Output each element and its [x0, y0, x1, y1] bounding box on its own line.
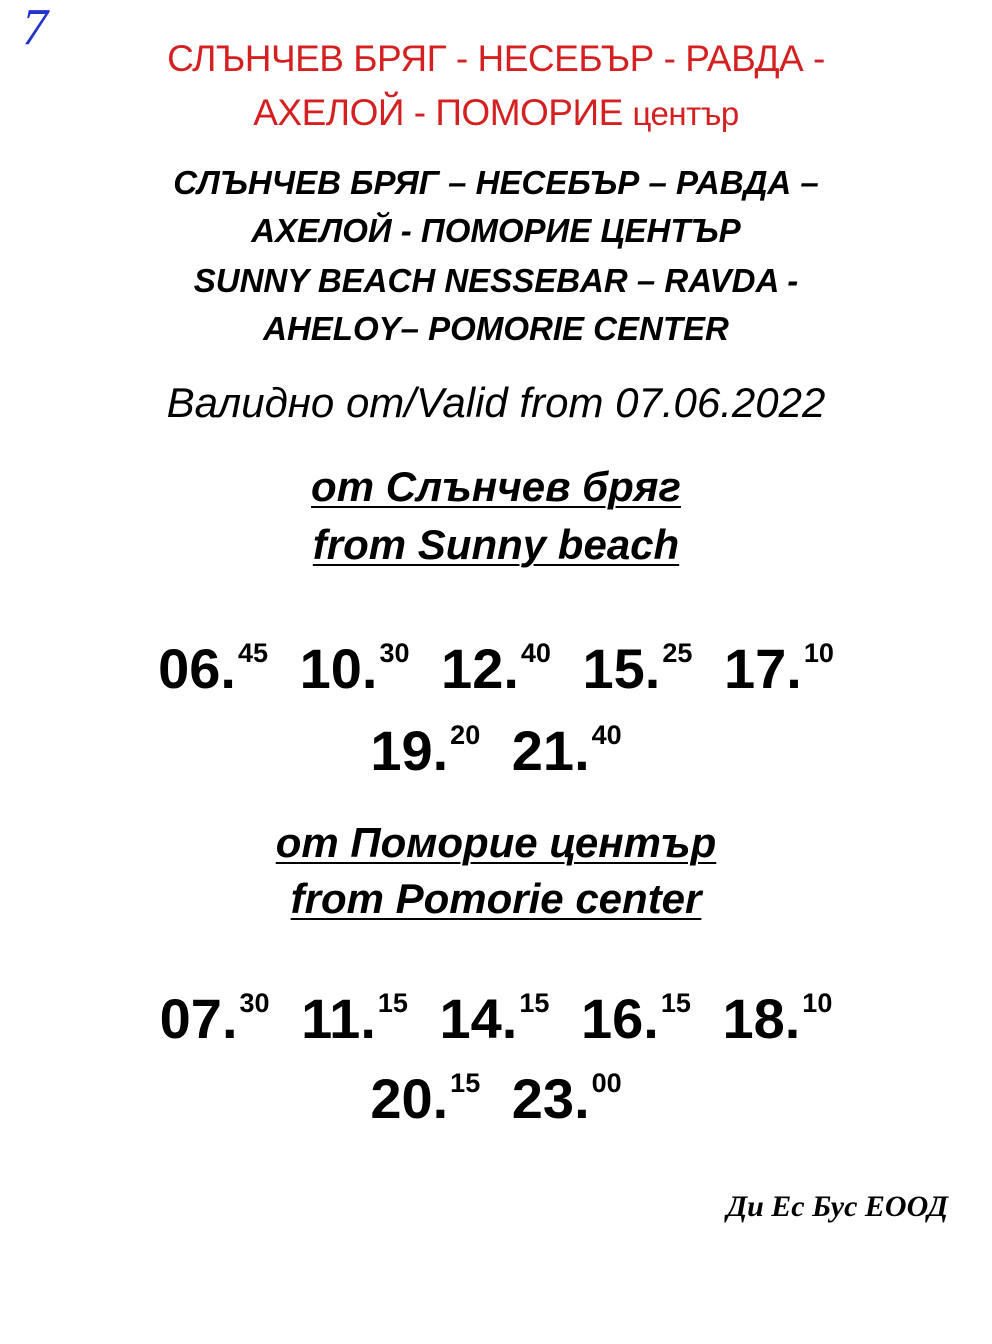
- red-title-line-1: СЛЪНЧЕВ БРЯГ - НЕСЕБЪР - РАВДА -: [167, 38, 825, 79]
- departure-time: [580, 987, 691, 1050]
- time-minute: 40: [520, 638, 551, 668]
- departure-time: [370, 1067, 481, 1130]
- time-minute: 30: [379, 638, 410, 668]
- pomorie-heading-en-text: from Pomorie center: [290, 875, 702, 922]
- departure-time: [370, 719, 481, 782]
- sunny-beach-heading-bg-text: от Слънчев бряг: [311, 463, 681, 510]
- route-title-line-2: АХЕЛОЙ - ПОМОРИЕ ЦЕНТЪР: [251, 212, 741, 249]
- time-hour: 21.: [511, 719, 590, 782]
- time-minute: 20: [450, 720, 481, 750]
- time-hour: 18.: [722, 987, 801, 1050]
- time-hour: 20.: [370, 1067, 449, 1130]
- time-hour: 11.: [301, 987, 376, 1050]
- departure-time: [439, 987, 550, 1050]
- pomorie-times-row-2: [0, 1067, 992, 1130]
- sunny-beach-times-row-1: [0, 637, 992, 700]
- route-title-line-1: СЛЪНЧЕВ БРЯГ – НЕСЕБЪР – РАВДА –: [173, 164, 819, 201]
- time-hour: 16.: [580, 987, 659, 1050]
- departure-time: [441, 637, 551, 700]
- pomorie-times-row-1: [0, 987, 992, 1050]
- time-minute: 40: [591, 720, 622, 750]
- time-hour: 06.: [158, 637, 236, 700]
- time-minute: 10: [803, 638, 834, 668]
- time-minute: 25: [662, 638, 693, 668]
- red-title-line-2-main: АХЕЛОЙ - ПОМОРИЕ: [253, 92, 623, 133]
- sunny-beach-heading-en: [0, 521, 992, 568]
- time-hour: 12.: [441, 637, 519, 700]
- time-hour: 19.: [370, 719, 449, 782]
- company-name: Ди Ес Бус ЕООД: [726, 1190, 948, 1223]
- departure-time: [159, 987, 270, 1050]
- departure-time: [582, 637, 693, 700]
- time-minute: 15: [519, 988, 550, 1018]
- time-minute: 15: [660, 988, 691, 1018]
- departure-time: [722, 987, 833, 1050]
- route-number: 7: [22, 0, 48, 56]
- time-minute: 15: [377, 988, 408, 1018]
- time-minute: 45: [237, 638, 269, 668]
- red-title-line-2: [0, 94, 992, 131]
- departure-time: [301, 987, 408, 1050]
- departure-time: [723, 637, 834, 700]
- time-minute: 15: [450, 1068, 481, 1098]
- pomorie-heading-bg-text: от Поморие център: [275, 819, 717, 866]
- time-hour: 15.: [582, 637, 661, 700]
- departure-time: [158, 637, 269, 700]
- time-hour: 10.: [299, 637, 378, 700]
- pomorie-heading-bg: [0, 819, 992, 866]
- route-title-line-3: SUNNY BEACH NESSEBAR – RAVDA -: [193, 262, 799, 299]
- time-hour: 17.: [723, 637, 802, 700]
- time-minute: 30: [239, 988, 270, 1018]
- departure-time: [511, 719, 622, 782]
- time-minute: 00: [591, 1068, 622, 1098]
- time-hour: 07.: [159, 987, 238, 1050]
- route-title-line-4: AHELOY– POMORIE CENTER: [263, 310, 729, 347]
- sunny-beach-heading-bg: [0, 463, 992, 510]
- time-minute: 10: [802, 988, 833, 1018]
- red-title-line-2-suffix: център: [632, 95, 739, 132]
- departure-time: [299, 637, 410, 700]
- sunny-beach-heading-en-text: from Sunny beach: [312, 521, 680, 568]
- pomorie-heading-en: [0, 875, 992, 922]
- sunny-beach-times-row-2: [0, 719, 992, 782]
- time-hour: 14.: [439, 987, 518, 1050]
- time-hour: 23.: [511, 1067, 590, 1130]
- valid-from-text: Валидно от/Valid from 07.06.2022: [166, 379, 826, 426]
- departure-time: [511, 1067, 622, 1130]
